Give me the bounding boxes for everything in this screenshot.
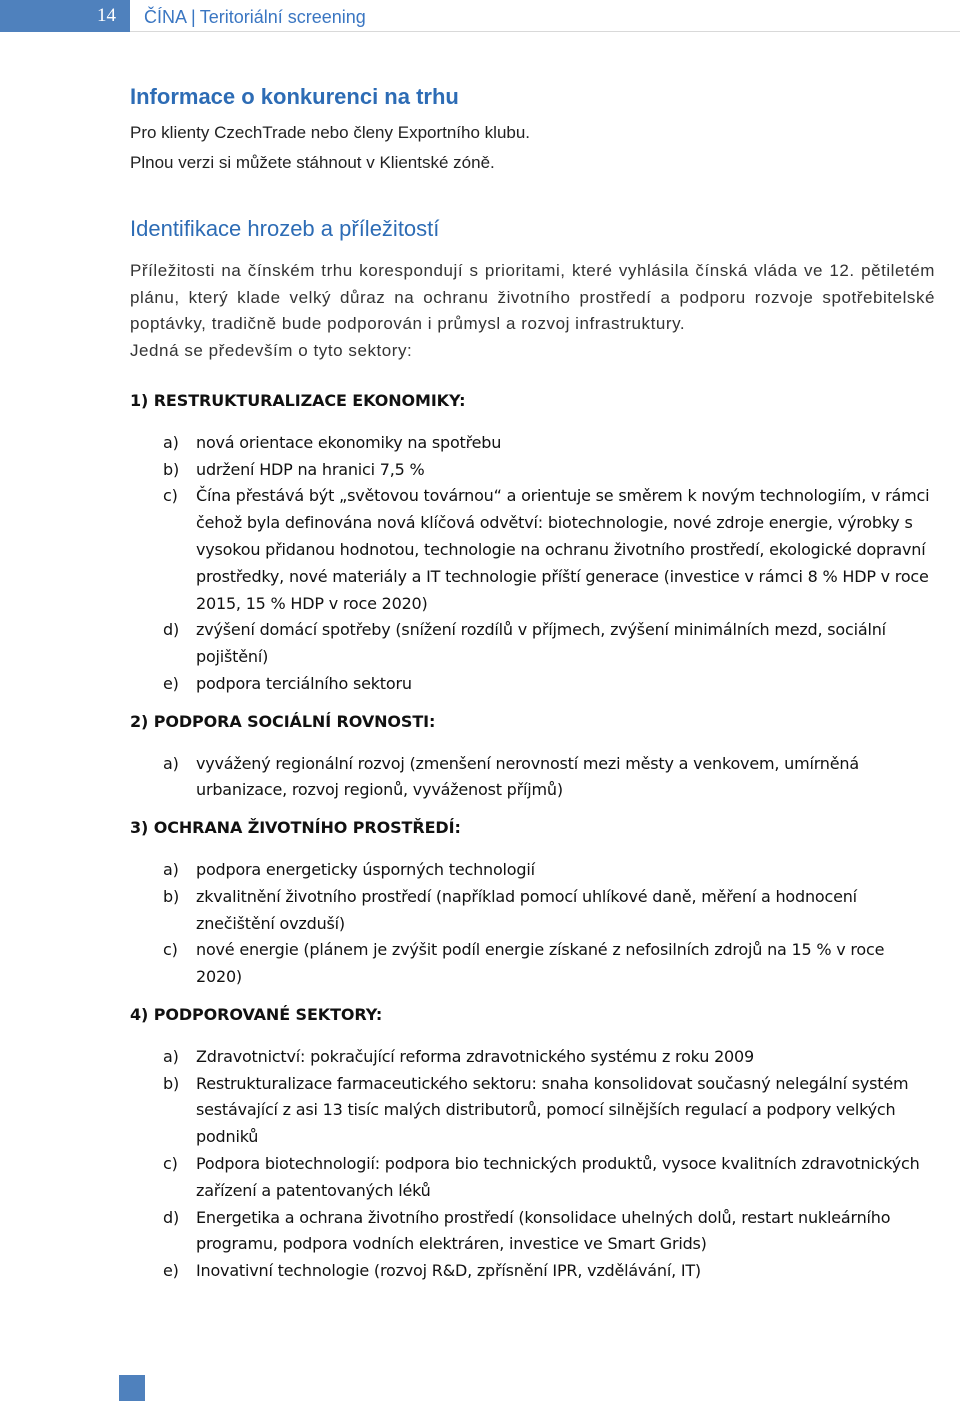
list-item-marker: c)	[163, 940, 178, 960]
header-divider	[130, 31, 960, 32]
list-item-marker: d)	[163, 1207, 179, 1227]
list-item-text: nové energie (plánem je zvýšit podíl energie získané z nefosilních zdrojů na 15 % v roce 2020)	[196, 940, 885, 987]
threats-heading: Identifikace hrozeb a příležitostí	[130, 216, 440, 241]
sector-heading: 2) PODPORA SOCIÁLNÍ ROVNOSTI:	[130, 711, 436, 731]
sector-list	[130, 388, 935, 1285]
list-item-text: podpora energeticky úsporných technologií	[196, 859, 535, 879]
list-item	[130, 857, 935, 884]
list-item	[130, 430, 935, 457]
list-item-marker: c)	[163, 486, 178, 506]
competition-heading: Informace o konkurenci na trhu	[130, 84, 459, 109]
page-content	[130, 82, 935, 1285]
sector-items	[130, 751, 935, 805]
list-item	[130, 671, 935, 698]
list-item	[130, 937, 935, 991]
sector-items	[130, 1044, 935, 1285]
list-item	[130, 1258, 935, 1285]
list-item	[130, 1151, 935, 1205]
list-item-text: podpora terciálního sektoru	[196, 673, 412, 693]
list-item	[130, 1205, 935, 1259]
list-item-marker: b)	[163, 459, 179, 479]
list-item-text: zkvalitnění životního prostředí (například pomocí uhlíkové daně, měření a hodnocení znečištění ovzduší)	[196, 886, 857, 933]
list-item-text: vyvážený regionální rozvoj (zmenšení nerovností mezi městy a venkovem, umírněná urbanizace, rozvoj regionů, vyváženost příjmů)	[196, 753, 859, 800]
list-item-text: Inovativní technologie (rozvoj R&D, zpřísnění IPR, vzdělávání, IT)	[196, 1261, 701, 1281]
running-title-section: Teritoriální screening	[199, 7, 366, 27]
list-item-marker: d)	[163, 620, 179, 640]
sector-heading: 1) RESTRUKTURALIZACE EKONOMIKY:	[130, 391, 466, 410]
list-item-text: udržení HDP na hranici 7,5 %	[196, 459, 425, 479]
list-item-marker: a)	[163, 753, 179, 773]
page-header	[0, 0, 960, 32]
list-item	[130, 617, 935, 671]
sector-heading: 3) OCHRANA ŽIVOTNÍHO PROSTŘEDÍ:	[130, 818, 461, 838]
list-item	[130, 751, 935, 805]
list-item-text: zvýšení domácí spotřeby (snížení rozdílů v příjmech, zvýšení minimálních mezd, sociální pojištění)	[196, 620, 886, 667]
list-item-marker: a)	[163, 432, 179, 452]
list-item-marker: c)	[163, 1153, 178, 1173]
list-item-text: Čína přestává být „světovou továrnou“ a orientuje se směrem k novým technologiím, v rámci čehož byla definována nová klíčová odvětví: biotechnologie, nové zdroje energie, výrobky s vysokou přidanou hodnotou, technologie na ochranu životního prostředí, ekologické dopravní prostředky, nové materiály a IT technologie příští generace (investice v rámci 8 % HDP v roce 2015, 15 % HDP v roce 2020)	[196, 486, 930, 613]
list-item	[130, 457, 935, 484]
list-item-marker: b)	[163, 886, 179, 906]
list-item-marker: b)	[163, 1073, 179, 1093]
list-item-marker: a)	[163, 859, 179, 879]
list-item-text: Restrukturalizace farmaceutického sektoru: snaha konsolidovat současný nelegální systém sestávající z asi 13 tisíc malých distributorů, pomocí silnějších regulací a podpory velkých podniků	[196, 1073, 909, 1147]
list-item-marker: e)	[163, 673, 179, 693]
competition-line-1: Pro klienty CzechTrade nebo členy Exportního klubu.	[130, 123, 531, 142]
list-item-marker: a)	[163, 1046, 179, 1066]
sector-items	[130, 430, 935, 698]
list-item-marker: e)	[163, 1261, 179, 1281]
running-title-separator: |	[191, 7, 196, 27]
page-number: 14	[0, 0, 130, 32]
list-item-text: Podpora biotechnologií: podpora bio technických produktů, vysoce kvalitních zdravotnických zařízení a patentovaných léků	[196, 1153, 920, 1200]
threats-intro-last: Jedná se především o tyto sektory:	[130, 340, 413, 360]
list-item	[130, 884, 935, 938]
footer-marker	[119, 1375, 145, 1401]
competition-line-2: Plnou verzi si můžete stáhnout v Klientské zóně.	[130, 153, 495, 172]
sector-heading: 4) PODPOROVANÉ SEKTORY:	[130, 1004, 383, 1024]
list-item	[130, 483, 935, 617]
list-item	[130, 1044, 935, 1071]
running-title	[144, 0, 366, 32]
list-item-text: nová orientace ekonomiky na spotřebu	[196, 432, 502, 452]
threats-intro: Příležitosti na čínském trhu korespondují s prioritami, které vyhlásila čínská vláda ve 12. pětiletém plánu, který klade velký důraz na ochranu životního prostředí a podporu rozvoje spotřebitelské poptávky, tradičně bude podporován i průmysl a rozvoj infrastruktury.	[130, 261, 935, 333]
list-item	[130, 1071, 935, 1151]
list-item-text: Zdravotnictví: pokračující reforma zdravotnického systému z roku 2009	[196, 1046, 754, 1066]
running-title-country: ČÍNA	[144, 7, 188, 27]
list-item-text: Energetika a ochrana životního prostředí (konsolidace uhelných dolů, restart nukleárního programu, podpora vodních elektráren, investice ve Smart Grids)	[196, 1207, 891, 1254]
sector-items	[130, 857, 935, 991]
